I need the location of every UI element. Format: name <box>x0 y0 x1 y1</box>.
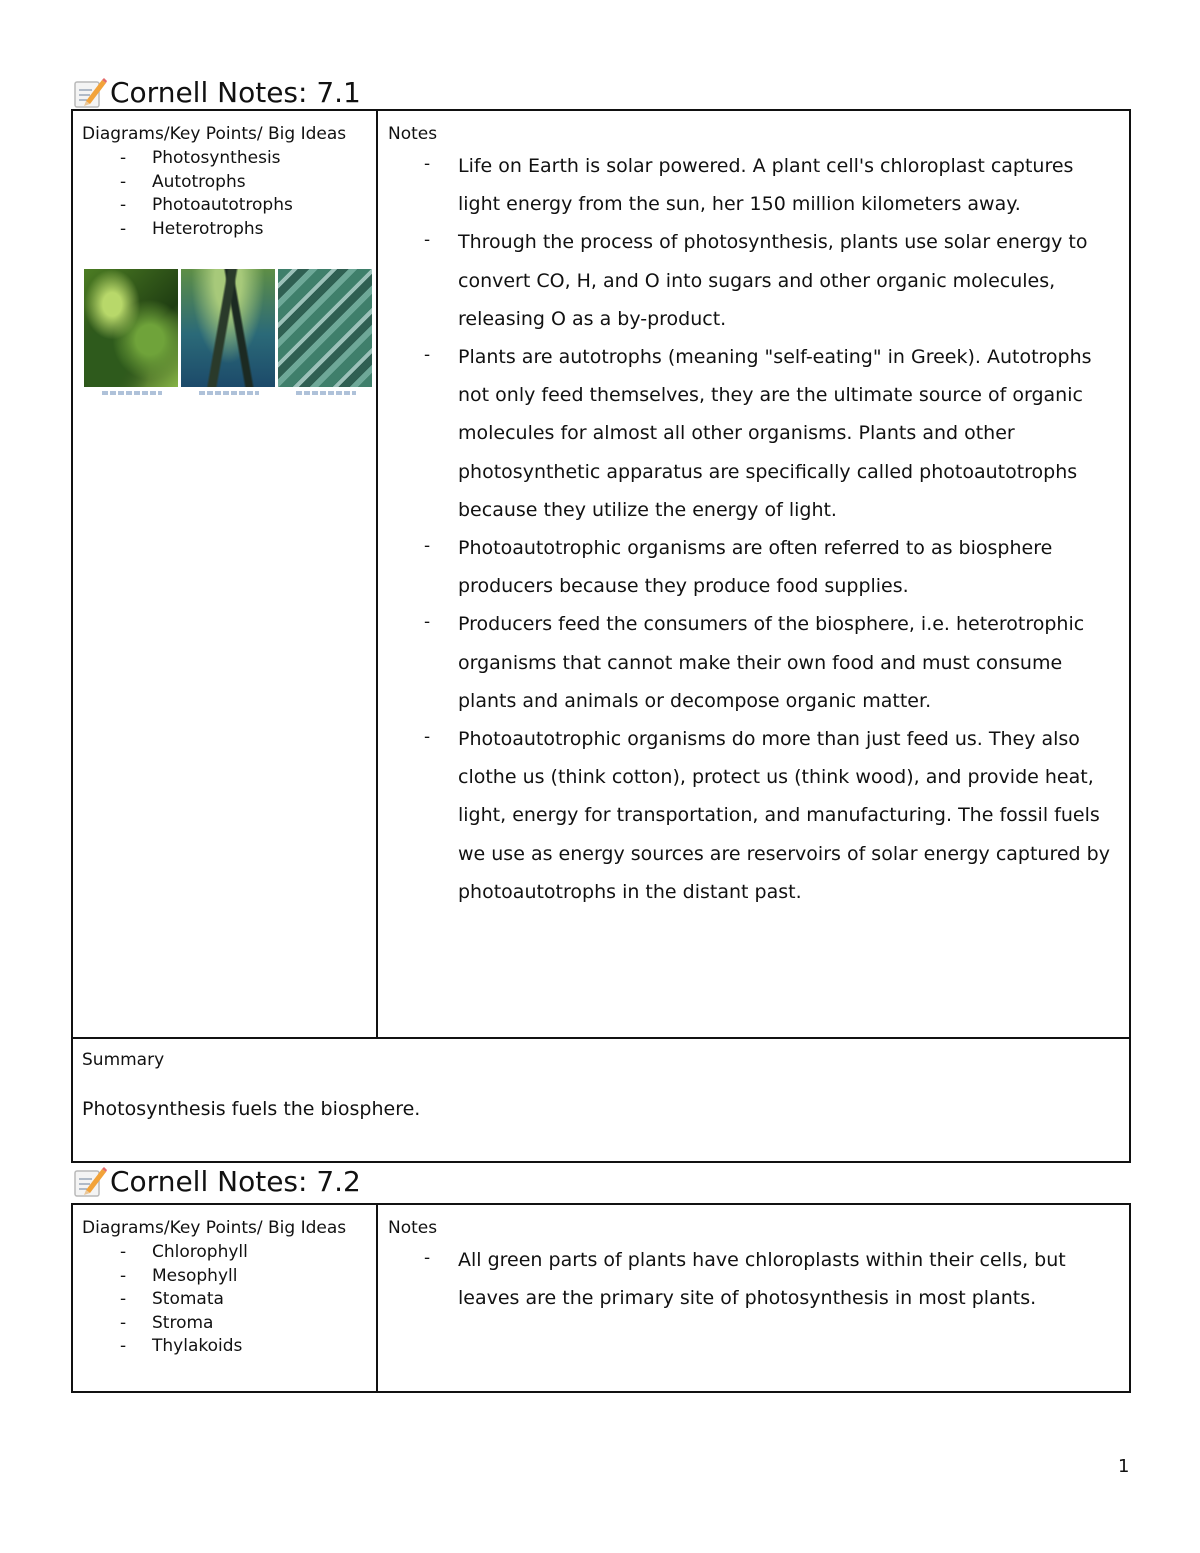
cornell-grid-7-2 <box>71 1203 1131 1393</box>
notes-list <box>388 1241 1119 1317</box>
summary-box <box>73 1037 1129 1161</box>
key-points-column <box>73 1205 378 1391</box>
key-points-list <box>82 1241 368 1359</box>
section-title-text: Cornell Notes: 7.1 <box>110 76 361 109</box>
key-points-header: Diagrams/Key Points/ Big Ideas <box>82 124 347 144</box>
key-point-item: - Photoautotrophs <box>82 194 368 218</box>
bacteria-photo <box>278 269 372 401</box>
note-item: - Life on Earth is solar powered. A plant cell's chloroplast captures light energy from the sun, her 150 million kilometers away. <box>388 147 1119 223</box>
cornell-grid-7-1 <box>71 109 1131 1163</box>
diagram-images <box>84 269 372 401</box>
note-item: - Photoautotrophic organisms are often referred to as biosphere producers because they produce food supplies. <box>388 529 1119 605</box>
key-point-item: - Thylakoids <box>82 1335 368 1359</box>
notes-header: Notes <box>388 124 438 144</box>
note-item: - All green parts of plants have chloroplasts within their cells, but leaves are the primary site of photosynthesis in most plants. <box>388 1241 1119 1317</box>
kelp-photo <box>181 269 275 401</box>
key-point-item: - Stomata <box>82 1288 368 1312</box>
note-item: - Producers feed the consumers of the biosphere, i.e. heterotrophic organisms that cannot make their own food and must consume plants and animals or decompose organic matter. <box>388 605 1119 720</box>
page-number: 1 <box>1118 1456 1130 1477</box>
section-title-text: Cornell Notes: 7.2 <box>110 1165 361 1198</box>
memo-pencil-icon <box>72 77 108 109</box>
notes-row <box>73 1205 1129 1393</box>
key-points-column <box>73 111 378 1037</box>
key-point-item: - Autotrophs <box>82 171 368 195</box>
key-point-item: - Mesophyll <box>82 1265 368 1289</box>
section-title-7-2 <box>72 1165 361 1199</box>
notes-row <box>73 111 1129 1037</box>
note-item: - Photoautotrophic organisms do more than just feed us. They also clothe us (think cotton), protect us (think wood), and provide heat, light, energy for transportation, and manufacturing. The fossil fuels we use as energy sources are reservoirs of solar energy captured by photoautotrophs in the distant past. <box>388 720 1119 911</box>
summary-header: Summary <box>82 1050 165 1070</box>
key-points-list <box>82 147 368 241</box>
note-item: - Through the process of photosynthesis, plants use solar energy to convert CO, H, and O into sugars and other organic molecules, releasing O as a by-product. <box>388 223 1119 338</box>
notes-column <box>378 111 1129 1037</box>
forest-photo <box>84 269 178 401</box>
summary-text: Photosynthesis fuels the biosphere. <box>82 1098 421 1120</box>
key-point-item: - Stroma <box>82 1312 368 1336</box>
note-item: - Plants are autotrophs (meaning "self-eating" in Greek). Autotrophs not only feed themselves, they are the ultimate source of organic molecules for almost all other organisms. Plants and other photosynthetic apparatus are specifically called photoautotrophs because they utilize the energy of light. <box>388 338 1119 529</box>
section-title-7-1 <box>72 76 361 110</box>
key-points-header: Diagrams/Key Points/ Big Ideas <box>82 1218 347 1238</box>
key-point-item: - Photosynthesis <box>82 147 368 171</box>
notes-column <box>378 1205 1129 1391</box>
key-point-item: - Heterotrophs <box>82 218 368 242</box>
key-point-item: - Chlorophyll <box>82 1241 368 1265</box>
notes-header: Notes <box>388 1218 438 1238</box>
memo-pencil-icon <box>72 1166 108 1198</box>
notes-list <box>388 147 1119 911</box>
